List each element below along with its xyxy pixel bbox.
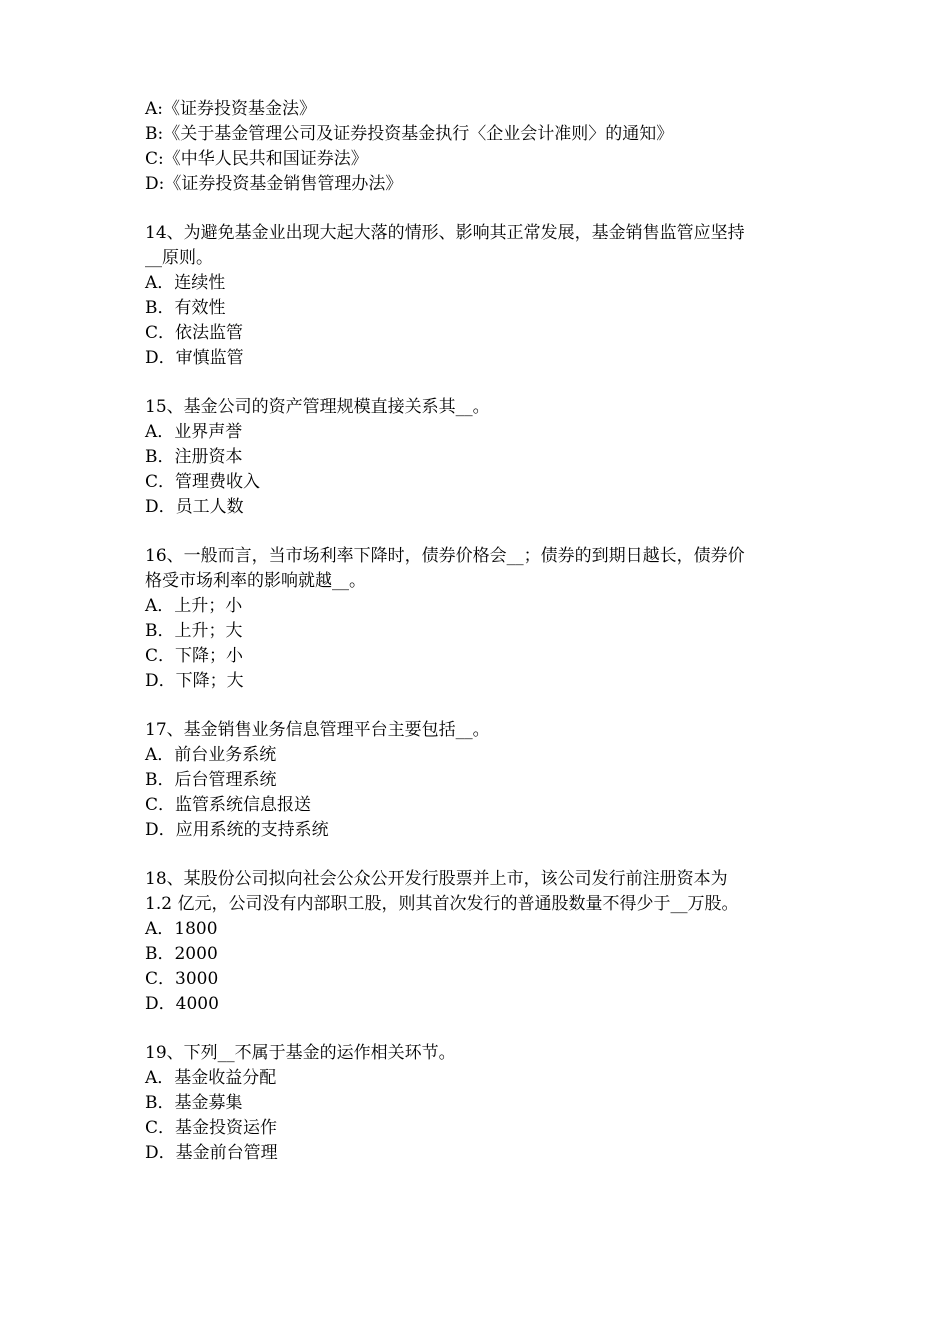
question-14 bbox=[145, 221, 825, 371]
question-17 bbox=[145, 718, 825, 843]
question-15 bbox=[145, 395, 825, 520]
option-a: A．1800 bbox=[145, 919, 218, 939]
option-d: D．审慎监管 bbox=[145, 348, 244, 368]
question-stem: 1.2 亿元，公司没有内部职工股，则其首次发行的普通股数量不得少于__万股。 bbox=[145, 894, 739, 914]
option-a: A．上升；小 bbox=[145, 596, 243, 616]
option-c: C．下降；小 bbox=[145, 646, 244, 666]
question-stem: 15、基金公司的资产管理规模直接关系其__。 bbox=[145, 397, 490, 417]
option-d: D．4000 bbox=[145, 994, 219, 1014]
question-stem: 格受市场利率的影响就越__。 bbox=[145, 571, 366, 591]
question-stem: 19、下列__不属于基金的运作相关环节。 bbox=[145, 1043, 456, 1063]
option-b: B．有效性 bbox=[145, 298, 226, 318]
option-d: D．应用系统的支持系统 bbox=[145, 820, 329, 840]
option-a: A．连续性 bbox=[145, 273, 226, 293]
option-a: A．基金收益分配 bbox=[145, 1068, 277, 1088]
option-b: B．2000 bbox=[145, 944, 218, 964]
question-19 bbox=[145, 1041, 825, 1166]
option-c: C．依法监管 bbox=[145, 323, 244, 343]
question-18 bbox=[145, 867, 825, 1017]
option-d: D．员工人数 bbox=[145, 497, 244, 517]
option-d: D．基金前台管理 bbox=[145, 1143, 278, 1163]
option-c: C．管理费收入 bbox=[145, 472, 261, 492]
question-stem: __原则。 bbox=[145, 248, 213, 268]
option-c: C．监管系统信息报送 bbox=[145, 795, 312, 815]
option-a: A．前台业务系统 bbox=[145, 745, 277, 765]
question-stem: 14、为避免基金业出现大起大落的情形、影响其正常发展，基金销售监管应坚持 bbox=[145, 223, 745, 243]
option-c: C．基金投资运作 bbox=[145, 1118, 278, 1138]
option-c: C:《中华人民共和国证券法》 bbox=[145, 149, 368, 169]
question-stem: 18、某股份公司拟向社会公众公开发行股票并上市，该公司发行前注册资本为 bbox=[145, 869, 728, 889]
option-b: B．基金募集 bbox=[145, 1093, 243, 1113]
option-b: B．后台管理系统 bbox=[145, 770, 277, 790]
document-page bbox=[145, 97, 825, 1190]
question-13-options bbox=[145, 97, 825, 197]
option-b: B:《关于基金管理公司及证券投资基金执行〈企业会计准则〉的通知》 bbox=[145, 124, 674, 144]
option-d: D:《证券投资基金销售管理办法》 bbox=[145, 174, 403, 194]
option-a: A:《证券投资基金法》 bbox=[145, 99, 317, 119]
option-a: A．业界声誉 bbox=[145, 422, 243, 442]
question-stem: 16、一般而言，当市场利率下降时，债券价格会__；债券的到期日越长，债券价 bbox=[145, 546, 745, 566]
option-b: B．注册资本 bbox=[145, 447, 243, 467]
option-b: B．上升；大 bbox=[145, 621, 243, 641]
option-d: D．下降；大 bbox=[145, 671, 244, 691]
question-16 bbox=[145, 544, 825, 694]
question-stem: 17、基金销售业务信息管理平台主要包括__。 bbox=[145, 720, 490, 740]
option-c: C．3000 bbox=[145, 969, 219, 989]
